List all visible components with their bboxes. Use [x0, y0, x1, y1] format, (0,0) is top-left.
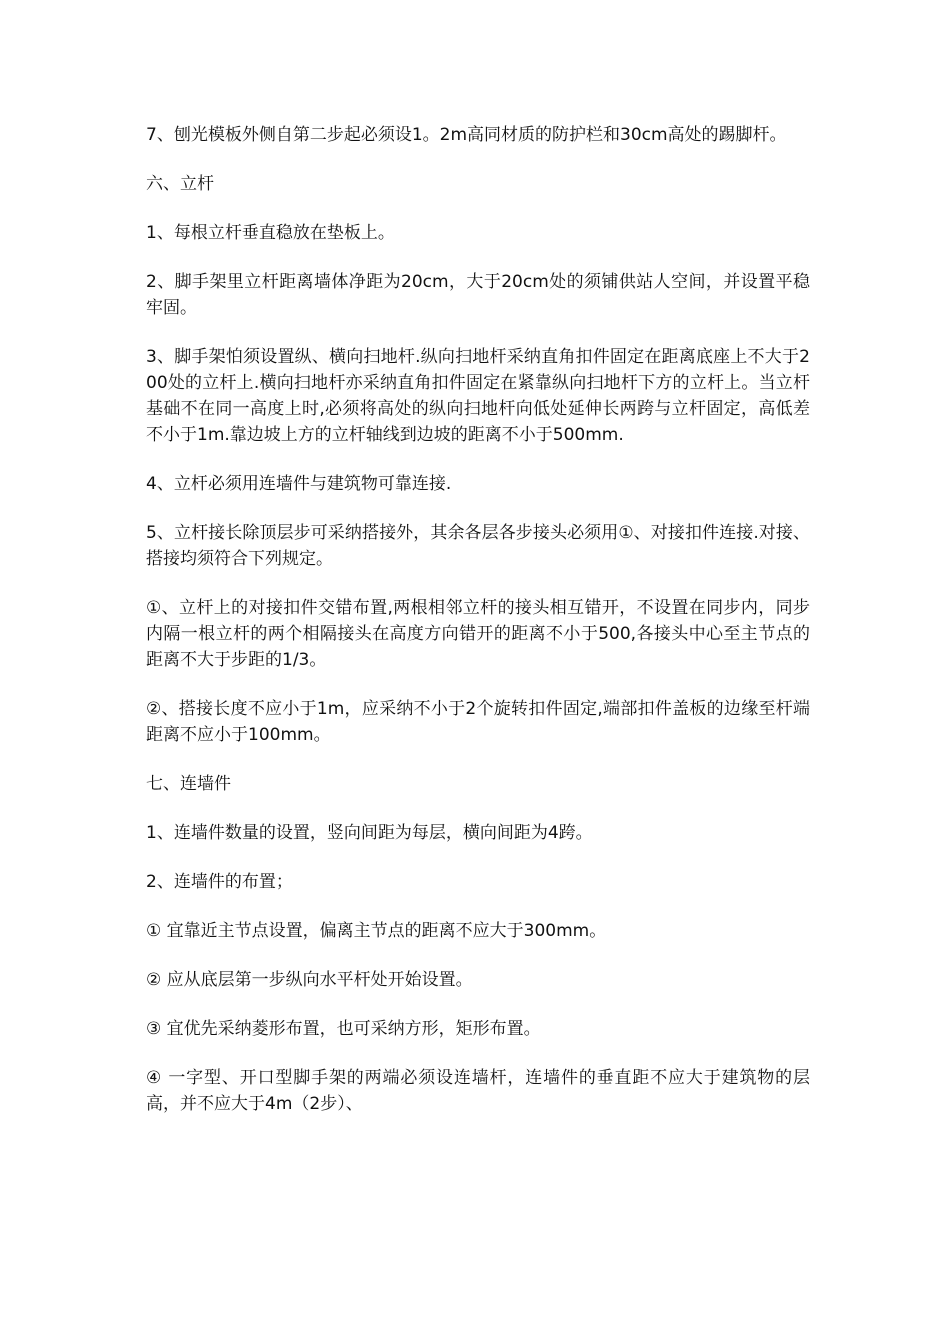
paragraph-pole-rule-5: 5、立杆接长除顶层步可采纳搭接外，其余各层各步接头必须用①、对接扣件连接.对接、搭接均须符合下列规定。	[146, 523, 810, 569]
paragraph-wall-tie-rule-2: 2、连墙件的布置；	[146, 872, 293, 892]
paragraph-layout-rule-4: ④ 一字型、开口型脚手架的两端必须设连墙杆，连墙件的垂直距不应大于建筑物的层高，并不应大于4m（2步）、	[146, 1068, 810, 1114]
document-body	[146, 122, 810, 1117]
paragraph-layout-rule-2: ② 应从底层第一步纵向水平杆处开始设置。	[146, 970, 473, 990]
paragraph-joint-rule-2: ②、搭接长度不应小于1m，应采纳不小于2个旋转扣件固定,端部扣件盖板的边缘至杆端距离不应小于100mm。	[146, 699, 810, 745]
section-heading-upright-pole: 六、立杆	[146, 174, 214, 194]
paragraph-layout-rule-1: ① 宜靠近主节点设置，偏离主节点的距离不应大于300mm。	[146, 921, 607, 941]
paragraph-pole-rule-2: 2、脚手架里立杆距离墙体净距为20cm，大于20cm处的须铺供站人空间，并设置平稳牢固。	[146, 272, 810, 318]
paragraph-joint-rule-1: ①、立杆上的对接扣件交错布置,两根相邻立杆的接头相互错开，不设置在同步内，同步内隔一根立杆的两个相隔接头在高度方向错开的距离不小于500,各接头中心至主节点的距离不大于步距的1/3。	[146, 598, 810, 670]
paragraph-guardrail-rule: 7、刨光模板外侧自第二步起必须设1。2m高同材质的防护栏和30cm高处的踢脚杆。	[146, 125, 787, 145]
paragraph-pole-rule-3: 3、脚手架怕须设置纵、横向扫地杆.纵向扫地杆采纳直角扣件固定在距离底座上不大于200处的立杆上.横向扫地杆亦采纳直角扣件固定在紧靠纵向扫地杆下方的立杆上。当立杆基础不在同一高度上时,必须将高处的纵向扫地杆向低处延伸长两跨与立杆固定，高低差不小于1m.靠边坡上方的立杆轴线到边坡的距离不小于500mm.	[146, 347, 810, 445]
section-heading-wall-tie: 七、连墙件	[146, 774, 231, 794]
paragraph-pole-rule-1: 1、每根立杆垂直稳放在垫板上。	[146, 223, 395, 243]
paragraph-pole-rule-4: 4、立杆必须用连墙件与建筑物可靠连接.	[146, 474, 452, 494]
paragraph-wall-tie-rule-1: 1、连墙件数量的设置，竖向间距为每层，横向间距为4跨。	[146, 823, 593, 843]
paragraph-layout-rule-3: ③ 宜优先采纳菱形布置，也可采纳方形，矩形布置。	[146, 1019, 541, 1039]
